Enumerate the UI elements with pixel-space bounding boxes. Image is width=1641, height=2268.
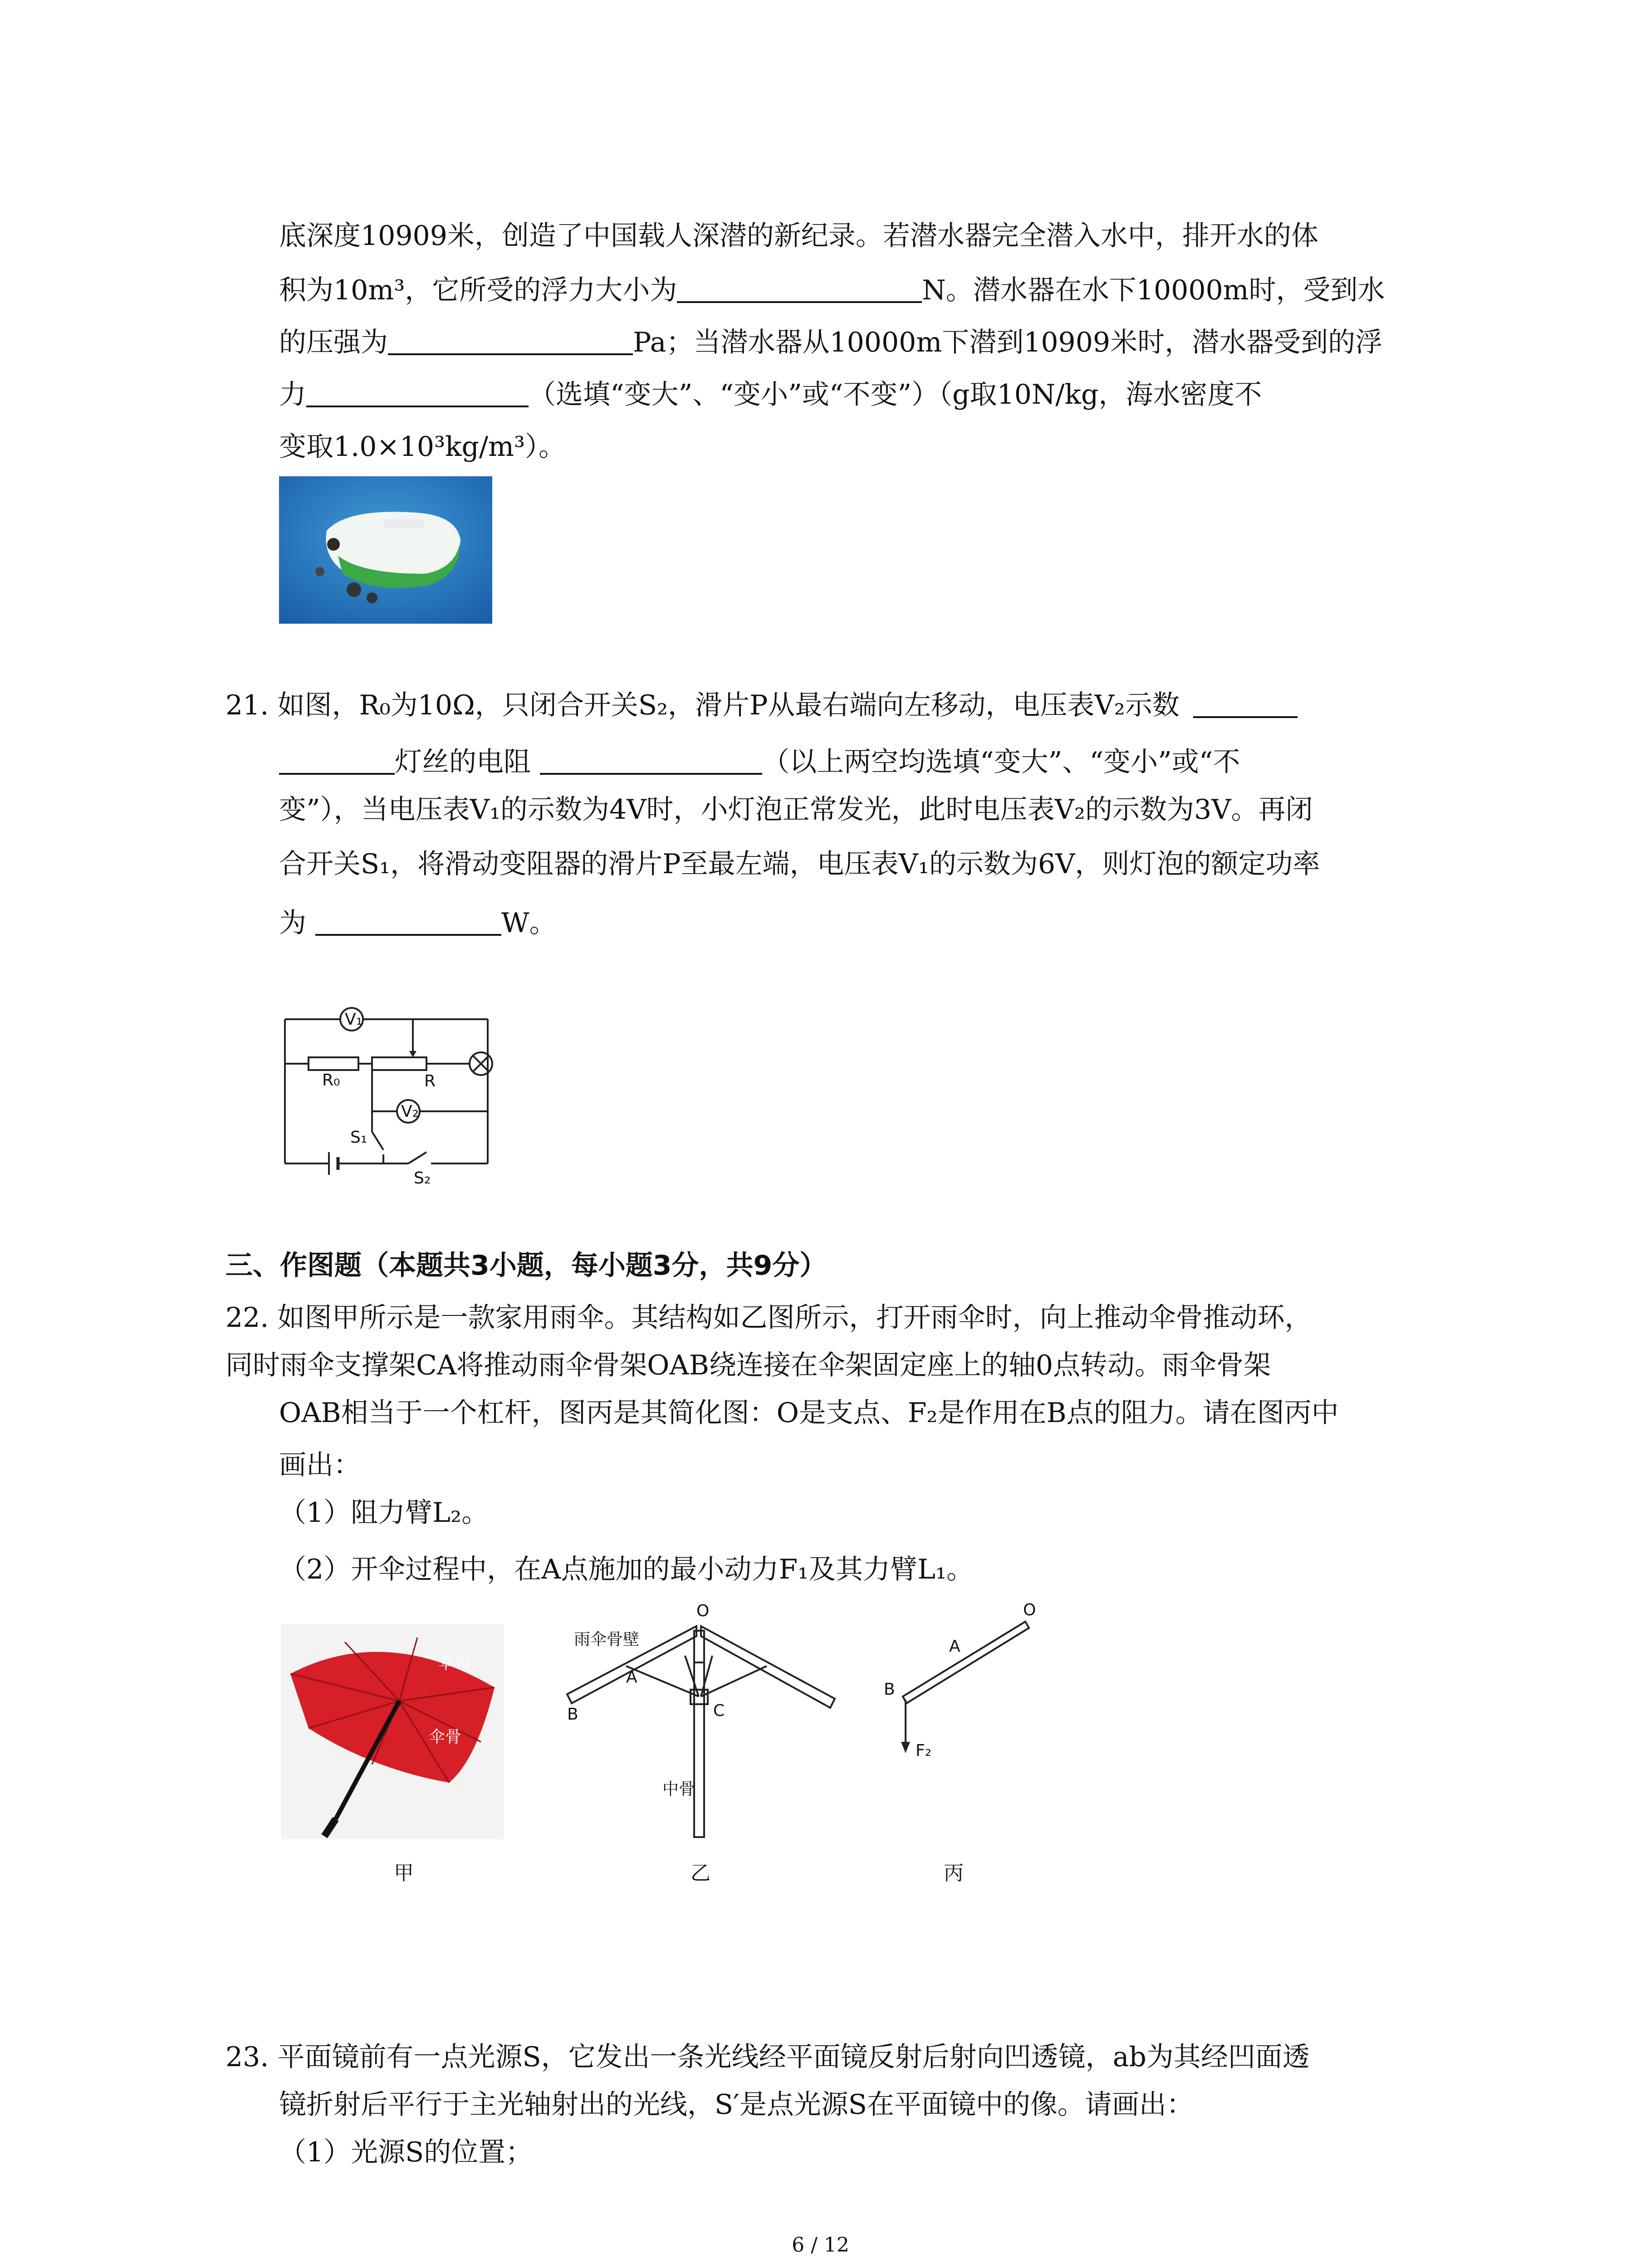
- q23-line-1: 23. 平面镜前有一点光源S，它发出一条光线经平面镜反射后射向凹透镜，ab为其经凹面透: [225, 2041, 1310, 2073]
- q20-line-4: 力 （选填“变大”、“变小”或“不变”）（g取10N/kg，海水密度不: [279, 379, 1262, 411]
- section-3-title: 三、作图题（本题共3小题，每小题3分，共9分）: [225, 1250, 827, 1281]
- q22-line-5: （1）阻力臂L₂。: [279, 1497, 489, 1529]
- lever-diagram: [889, 1613, 1039, 1762]
- q22-line-4: 画出：: [279, 1449, 361, 1481]
- q21-line-3: 变”），当电压表V₁的示数为4V时，小灯泡正常发光，此时电压表V₂的示数为3V。再闭: [279, 794, 1313, 826]
- q21-blank-v2-a[interactable]: [1193, 689, 1298, 718]
- q20-line-1: 底深度10909米，创造了中国载人深潜的新纪录。若潜水器完全潜入水中，排开水的体: [279, 220, 1318, 252]
- label-yi-b: B: [567, 1705, 578, 1724]
- label-center-shaft: 中骨: [662, 1780, 696, 1799]
- circuit-label-r0: R₀: [322, 1071, 340, 1090]
- caption-bing: 丙: [944, 1862, 964, 1885]
- circuit-label-s1: S₁: [350, 1128, 367, 1147]
- q22-line-6: （2）开伞过程中，在A点施加的最小动力F₁及其力臂L₁。: [279, 1554, 974, 1585]
- label-yi-a: A: [626, 1668, 637, 1686]
- caption-yi: 乙: [691, 1862, 710, 1885]
- q21-line-5: 为 W。: [279, 907, 557, 939]
- q20-line-2: 积为10m³，它所受的浮力大小为 N。潜水器在水下10000m时，受到水: [279, 274, 1385, 306]
- q20-blank-buoyancy-change[interactable]: [306, 378, 529, 407]
- q22-line-1: 22. 如图甲所示是一款家用雨伞。其结构如乙图所示，打开雨伞时，向上推动伞骨推动环，: [225, 1302, 1312, 1334]
- circuit-label-r: R: [424, 1072, 436, 1090]
- label-yi-c: C: [713, 1701, 725, 1720]
- label-bing-b: B: [884, 1680, 895, 1699]
- q21-line-1: 21. 如图，R₀为10Ω，只闭合开关S₂，滑片P从最右端向左移动，电压表V₂示数: [225, 687, 1298, 723]
- label-bing-a: A: [949, 1637, 960, 1656]
- circuit-label-v2: V₂: [401, 1102, 419, 1121]
- q21-blank-power[interactable]: [315, 907, 501, 936]
- label-umbrella-cloth: 伞布: [438, 1654, 471, 1673]
- label-yi-o: O: [696, 1602, 710, 1620]
- q20-line-5: 变取1.0×10³kg/m³）。: [279, 431, 566, 463]
- q20-blank-pressure[interactable]: [388, 326, 633, 355]
- q21-line-4: 合开关S₁，将滑动变阻器的滑片P至最左端，电压表V₁的示数为6V，则灯泡的额定功率: [279, 848, 1320, 880]
- q20-blank-buoyancy[interactable]: [677, 274, 922, 303]
- q23-line-3: （1）光源S的位置；: [279, 2136, 533, 2168]
- q21-blank-resistance[interactable]: [540, 746, 762, 775]
- label-umbrella-rib: 伞骨: [429, 1728, 462, 1746]
- q21-blank-v2-b[interactable]: [279, 746, 395, 775]
- label-rib-wall: 雨伞骨壁: [574, 1630, 640, 1649]
- caption-jia: 甲: [394, 1862, 414, 1885]
- submersible-photo: [279, 476, 492, 624]
- page-number: 6 / 12: [792, 2234, 849, 2257]
- q22-line-3: OAB相当于一个杠杆，图丙是其简化图：O是支点、F₂是作用在B点的阻力。请在图丙中: [279, 1397, 1339, 1429]
- q22-line-2: 同时雨伞支撑架CA将推动雨伞骨架OAB绕连接在伞架固定座上的轴0点转动。雨伞骨架: [225, 1349, 1271, 1381]
- q20-line-3: 的压强为 Pa；当潜水器从10000m下潜到10909米时，潜水器受到的浮: [279, 327, 1383, 358]
- circuit-diagram: [281, 996, 508, 1191]
- label-bing-f2: F₂: [916, 1741, 932, 1760]
- q23-line-2: 镜折射后平行于主光轴射出的光线，S′是点光源S在平面镜中的像。请画出：: [279, 2089, 1194, 2121]
- q21-line-2: 灯丝的电阻 （以上两空均选填“变大”、“变小”或“不: [279, 744, 1240, 780]
- label-bing-o: O: [1023, 1601, 1036, 1619]
- circuit-label-s2: S₂: [414, 1169, 431, 1188]
- circuit-label-v1: V₁: [345, 1010, 363, 1029]
